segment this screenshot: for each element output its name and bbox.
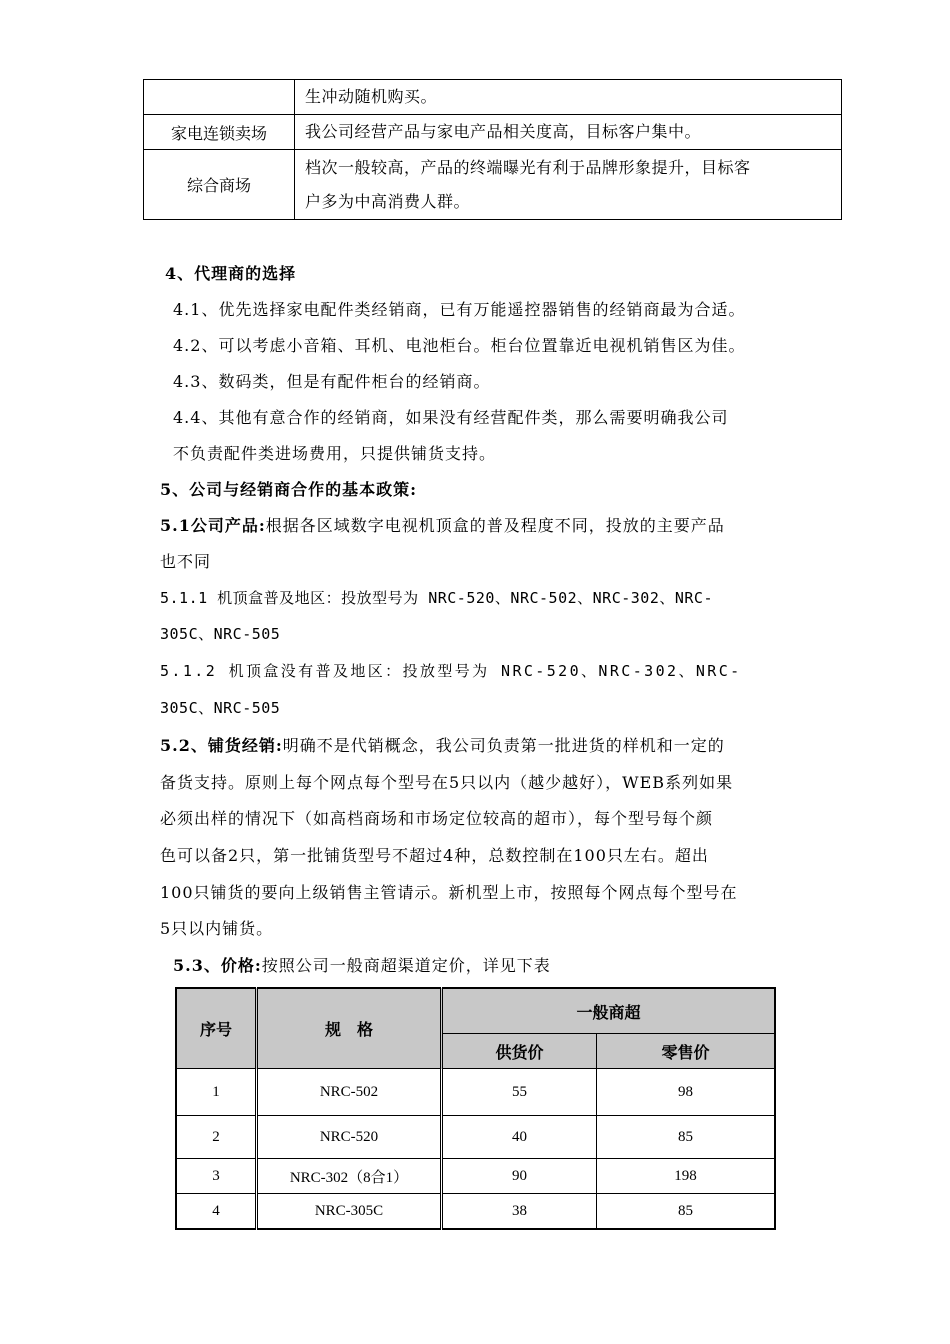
s512-line: 5.1.2 机顶盒没有普及地区：投放型号为 NRC-520、NRC-302、NRC- — [160, 662, 742, 680]
group-header: 一般商超 — [442, 988, 776, 1034]
table-row — [176, 1159, 775, 1194]
col-retail-header: 零售价 — [597, 1034, 776, 1069]
section4-item: 4.3、数码类，但是有配件柜台的经销商。 — [173, 372, 491, 391]
s51-paragraph — [160, 513, 725, 536]
table-row — [176, 1069, 775, 1116]
channel-desc — [295, 80, 842, 115]
s51-text: 根据各区域数字电视机顶盒的普及程度不同，投放的主要产品 — [265, 516, 725, 535]
cell-supply: 55 — [442, 1069, 597, 1116]
col-spec-header: 规 格 — [257, 988, 442, 1069]
s52-line: 备货支持。原则上每个网点每个型号在5只以内（越少越好），WEB系列如果 — [160, 773, 734, 792]
section4-heading: 4、代理商的选择 — [165, 264, 297, 283]
cell-no: 1 — [176, 1069, 257, 1116]
price-table — [175, 987, 776, 1230]
section4-item: 4.2、可以考虑小音箱、耳机、电池柜台。柜台位置靠近电视机销售区为佳。 — [173, 336, 746, 355]
s52-line: 100只铺货的要向上级销售主管请示。新机型上市，按照每个网点每个型号在 — [160, 883, 738, 902]
cell-spec: NRC-305C — [257, 1194, 442, 1230]
s52-paragraph — [160, 733, 725, 756]
channel-name: 综合商场 — [144, 150, 295, 220]
section5-heading: 5、公司与经销商合作的基本政策: — [160, 480, 418, 499]
table-row — [144, 150, 842, 220]
table-row — [144, 115, 842, 150]
s52-line: 必须出样的情况下（如高档商场和市场定位较高的超市），每个型号每个颜 — [160, 809, 714, 828]
table-row — [176, 1194, 775, 1230]
desc-line: 我公司经营产品与家电产品相关度高，目标客户集中。 — [305, 122, 702, 141]
cell-supply: 90 — [442, 1159, 597, 1194]
channel-name: 家电连锁卖场 — [144, 115, 295, 150]
section4-item: 4.4、其他有意合作的经销商，如果没有经营配件类，那么需要明确我公司 — [173, 408, 729, 427]
col-supply-header: 供货价 — [442, 1034, 597, 1069]
col-no-header: 序号 — [176, 988, 257, 1069]
table-row — [144, 80, 842, 115]
desc-line: 生冲动随机购买。 — [305, 87, 438, 106]
channel-name — [144, 80, 295, 115]
s52-line: 色可以备2只，第一批铺货型号不超过4种，总数控制在100只左右。超出 — [160, 846, 709, 865]
cell-no: 4 — [176, 1194, 257, 1230]
cell-retail: 85 — [597, 1116, 776, 1159]
cell-supply: 40 — [442, 1116, 597, 1159]
desc-line: 档次一般较高，产品的终端曝光有利于品牌形象提升，目标客 — [305, 157, 751, 177]
cell-no: 3 — [176, 1159, 257, 1194]
cell-retail: 98 — [597, 1069, 776, 1116]
table-row — [176, 1116, 775, 1159]
s52-text: 明确不是代销概念，我公司负责第一批进货的样机和一定的 — [282, 736, 725, 755]
section4-item: 4.1、优先选择家电配件类经销商，已有万能遥控器销售的经销商最为合适。 — [173, 300, 746, 319]
desc-line: 户多为中高消费人群。 — [305, 191, 471, 211]
s53-label: 5.3、价格: — [173, 956, 262, 975]
s51-text-cont: 也不同 — [160, 552, 212, 571]
channel-desc — [295, 150, 842, 220]
s511-line: 5.1.1 机顶盒普及地区：投放型号为 NRC-520、NRC-502、NRC-302、NRC- — [160, 589, 713, 607]
cell-spec: NRC-302（8合1） — [257, 1159, 442, 1194]
cell-retail: 85 — [597, 1194, 776, 1230]
s511-line: 305C、NRC-505 — [160, 625, 281, 643]
table-header-row — [176, 988, 775, 1034]
cell-spec: NRC-520 — [257, 1116, 442, 1159]
s51-label: 5.1公司产品: — [160, 516, 266, 535]
cell-spec: NRC-502 — [257, 1069, 442, 1116]
s512-line: 305C、NRC-505 — [160, 699, 281, 717]
section4-item: 不负责配件类进场费用，只提供铺货支持。 — [173, 444, 497, 463]
channel-table — [143, 79, 842, 220]
cell-no: 2 — [176, 1116, 257, 1159]
s53-paragraph — [173, 953, 551, 976]
channel-desc — [295, 115, 842, 150]
s52-line: 5只以内铺货。 — [160, 919, 274, 938]
s53-text: 按照公司一般商超渠道定价，详见下表 — [261, 956, 551, 975]
cell-retail: 198 — [597, 1159, 776, 1194]
cell-supply: 38 — [442, 1194, 597, 1230]
s52-label: 5.2、铺货经销: — [160, 736, 283, 755]
